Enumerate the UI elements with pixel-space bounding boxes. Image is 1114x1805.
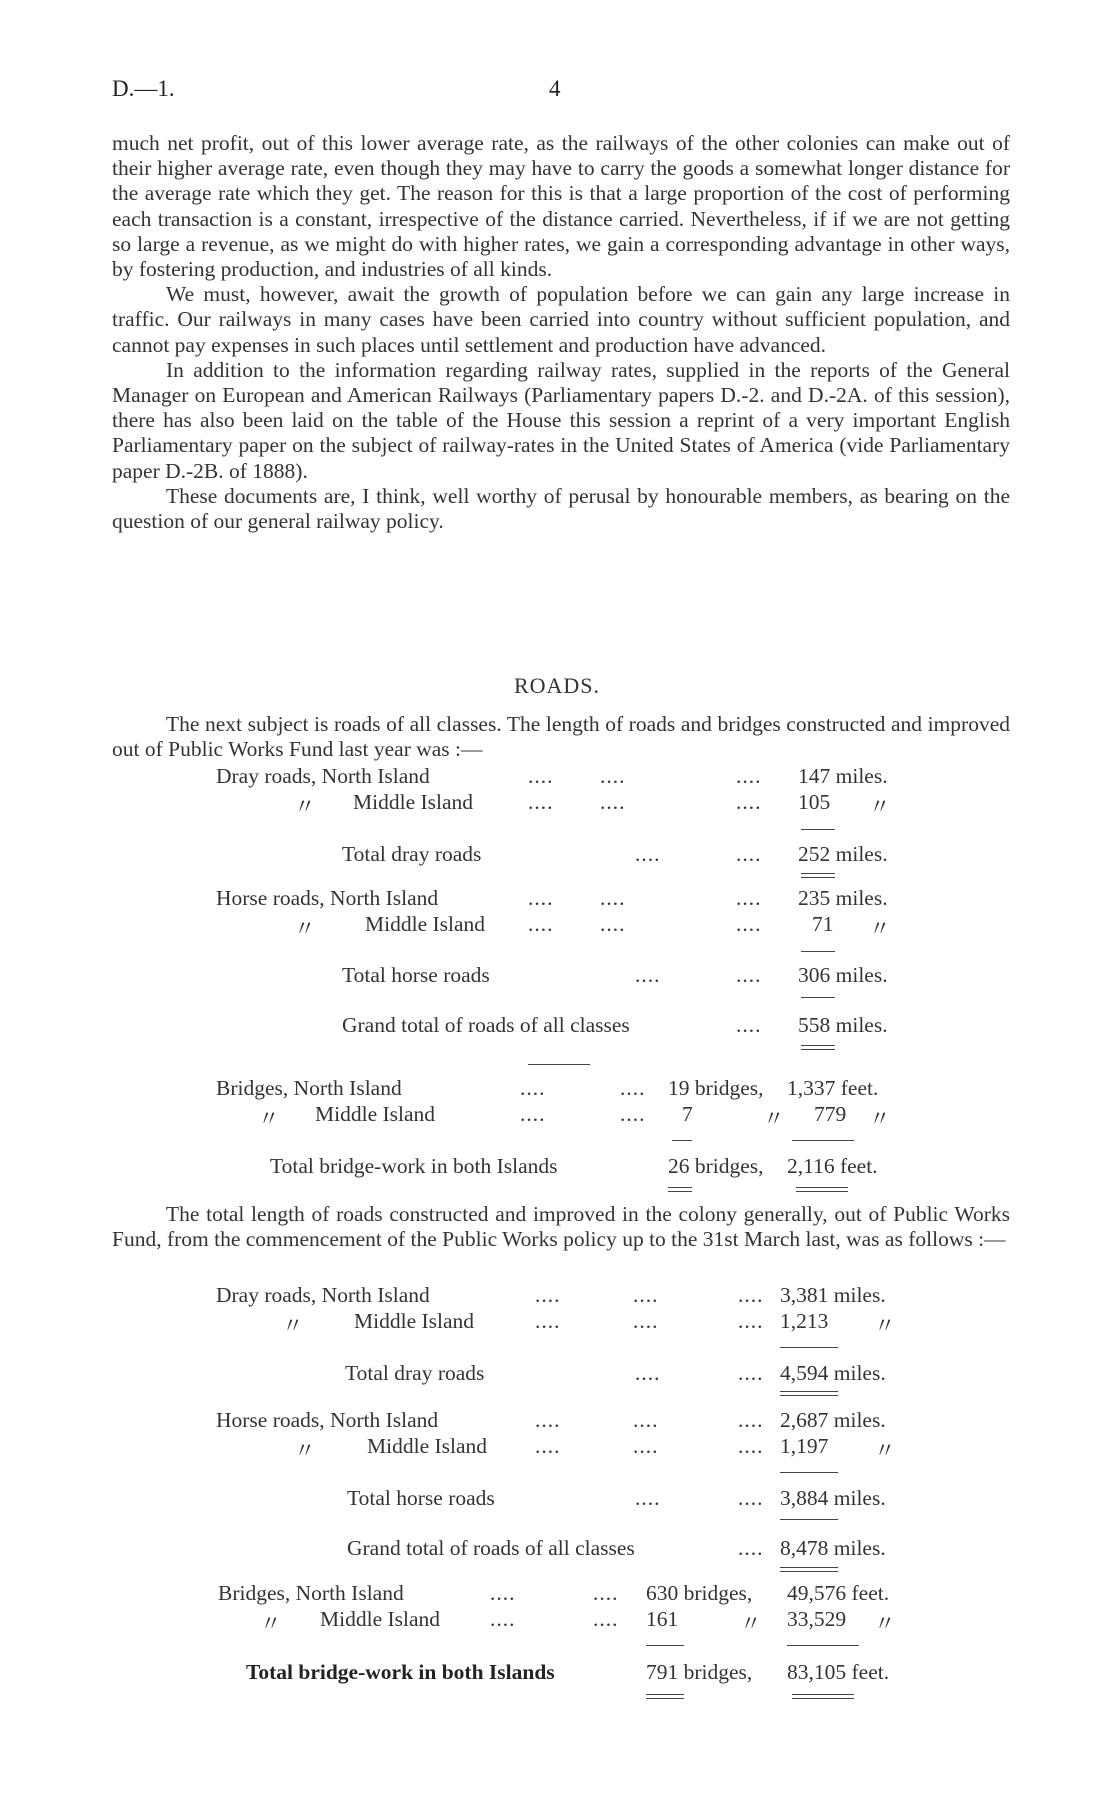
row-label: Middle Island (315, 1102, 436, 1126)
total-value: 306 miles. (798, 963, 888, 987)
leader-dots: .... (528, 764, 554, 788)
total-double-rule (792, 1694, 854, 1699)
row-value: 105 (798, 790, 831, 814)
row-label: Bridges, North Island (216, 1076, 402, 1100)
leader-dots: .... (620, 1076, 646, 1100)
leader-dots: .... (600, 764, 626, 788)
leader-dots: .... (490, 1607, 516, 1631)
row-label: Middle Island (320, 1607, 441, 1631)
row-value: 3,381 miles. (780, 1283, 886, 1307)
ditto-mark: 〃 (294, 795, 316, 819)
paragraph-railway-profit: much net profit, out of this lower average rate, as the railways of the other colonies can make out of their higher average rate, even though they may have to carry the goods a somewhat longer distance for the average rate which they get. The reason for this is that a large proportion of the cost of performing each transaction is a constant, irrespective of the distance carried. Nevertheless, if if we are not getting so large a revenue, as we might do with higher rates, we gain a corresponding advantage in other ways, by fostering production, and industries of all kinds. (112, 131, 1010, 282)
bridge-feet: 2,116 feet. (787, 1154, 878, 1178)
bridge-feet: 33,529 (787, 1607, 847, 1631)
leader-dots: .... (600, 790, 626, 814)
leader-dots: .... (736, 790, 762, 814)
row-label: Middle Island (365, 912, 486, 936)
leader-dots: .... (535, 1283, 561, 1307)
bridge-count: 791 bridges, (646, 1660, 753, 1684)
row-label: Horse roads, North Island (216, 1408, 439, 1432)
leader-dots: .... (593, 1581, 619, 1605)
bridge-count: 26 bridges, (668, 1154, 764, 1178)
total-value: 252 miles. (798, 842, 888, 866)
leader-dots: .... (593, 1607, 619, 1631)
leader-dots: .... (736, 912, 762, 936)
ditto-mark: 〃 (874, 1612, 896, 1636)
leader-dots: .... (633, 1309, 659, 1333)
leader-dots: .... (535, 1434, 561, 1458)
sum-rule (646, 1645, 684, 1646)
leader-dots: .... (633, 1283, 659, 1307)
document-reference: D.—1. (112, 76, 175, 101)
leader-dots: .... (738, 1283, 764, 1307)
leader-dots: .... (635, 1486, 661, 1510)
ditto-mark: 〃 (869, 1107, 891, 1131)
leader-dots: .... (620, 1102, 646, 1126)
leader-dots: .... (490, 1581, 516, 1605)
total-label: Total dray roads (342, 842, 482, 866)
row-label: Middle Island (353, 790, 474, 814)
leader-dots: .... (738, 1434, 764, 1458)
leader-dots: .... (528, 886, 554, 910)
leader-dots: .... (635, 842, 661, 866)
row-label: Middle Island (367, 1434, 488, 1458)
page-number: 4 (549, 76, 561, 101)
sum-rule (787, 1645, 859, 1646)
total-label: Total horse roads (342, 963, 490, 987)
leader-dots: .... (738, 1486, 764, 1510)
ditto-mark: 〃 (874, 1439, 896, 1463)
bridge-count: 7 (682, 1102, 693, 1126)
leader-dots: .... (535, 1408, 561, 1432)
total-value: 4,594 miles. (780, 1361, 886, 1385)
ditto-mark: 〃 (763, 1107, 785, 1131)
leader-dots: .... (520, 1076, 546, 1100)
ditto-mark: 〃 (294, 917, 316, 941)
paragraph-roads-total-intro: The total length of roads constructed and improved in the colony generally, out of Public Works Fund, from the commencement of the Public Works policy up to the 31st March last, was as follows :— (112, 1202, 1010, 1252)
leader-dots: .... (600, 912, 626, 936)
bridge-count: 19 bridges, (668, 1076, 764, 1100)
leader-dots: .... (528, 790, 554, 814)
leader-dots: .... (736, 842, 762, 866)
ditto-mark: 〃 (260, 1612, 282, 1636)
ditto-mark: 〃 (874, 1314, 896, 1338)
leader-dots: .... (738, 1361, 764, 1385)
total-double-rule (780, 1391, 838, 1396)
row-label: Horse roads, North Island (216, 886, 439, 910)
sum-rule (780, 1472, 838, 1473)
sum-rule (780, 1519, 838, 1520)
row-label: Bridges, North Island (218, 1581, 404, 1605)
row-value: 235 miles. (798, 886, 888, 910)
ditto-mark: 〃 (282, 1314, 304, 1338)
row-label: Dray roads, North Island (216, 1283, 430, 1307)
paragraph-population: We must, however, await the growth of population before we can gain any large increase in traffic. Our railways in many cases have been carried into country without sufficient population, and cannot pay expenses in such places until settlement and production have advanced. (112, 282, 1010, 357)
bridge-feet: 1,337 feet. (787, 1076, 879, 1100)
paragraph-railway-rates: In addition to the information regarding railway rates, supplied in the reports of the General Manager on European and American Railways (Parliamentary papers D.-2. and D.-2A. of this session), there has also been laid on the table of the House this session a reprint of a very important English Parliamentary paper on the subject of railway-rates in the United States of America (vide Parliamentary paper D.-2B. of 1888). (112, 357, 1010, 483)
leader-dots: .... (633, 1408, 659, 1432)
leader-dots: .... (520, 1102, 546, 1126)
grand-total-value: 8,478 miles. (780, 1536, 886, 1560)
ditto-mark: 〃 (869, 795, 891, 819)
ditto-mark: 〃 (258, 1107, 280, 1131)
grand-total-label: Grand total of roads of all classes (342, 1013, 630, 1037)
bridge-feet: 49,576 feet. (787, 1581, 890, 1605)
leader-dots: .... (736, 886, 762, 910)
bridge-feet: 779 (814, 1102, 847, 1126)
row-value: 147 miles. (798, 764, 888, 788)
ditto-mark: 〃 (869, 917, 891, 941)
ditto-mark: 〃 (294, 1439, 316, 1463)
row-value: 71 (812, 912, 834, 936)
total-label: Total bridge-work in both Islands (270, 1154, 558, 1178)
leader-dots: .... (738, 1309, 764, 1333)
leader-dots: .... (633, 1434, 659, 1458)
total-double-rule (646, 1694, 684, 1699)
paragraph-roads-intro: The next subject is roads of all classes. The length of roads and bridges constructed and improved out of Public Works Fund last year was :— (112, 712, 1010, 762)
row-value: 1,197 (780, 1434, 829, 1458)
row-value: 2,687 miles. (780, 1408, 886, 1432)
leader-dots: .... (738, 1536, 764, 1560)
row-label: Dray roads, North Island (216, 764, 430, 788)
row-value: 1,213 (780, 1309, 829, 1333)
bridge-count: 630 bridges, (646, 1581, 753, 1605)
leader-dots: .... (635, 963, 661, 987)
total-label: Total horse roads (347, 1486, 495, 1510)
leader-dots: .... (738, 1408, 764, 1432)
section-heading-roads: ROADS. (513, 673, 601, 698)
total-double-rule (780, 1567, 838, 1572)
leader-dots: .... (600, 886, 626, 910)
leader-dots: .... (535, 1309, 561, 1333)
total-label: Total dray roads (345, 1361, 485, 1385)
total-label: Total bridge-work in both Islands (246, 1660, 555, 1684)
total-value: 3,884 miles. (780, 1486, 886, 1510)
ditto-mark: 〃 (740, 1612, 762, 1636)
bridge-feet: 83,105 feet. (787, 1660, 890, 1684)
leader-dots: .... (736, 963, 762, 987)
row-label: Middle Island (354, 1309, 475, 1333)
paragraph-documents: These documents are, I think, well worthy of perusal by honourable members, as bearing on the question of our general railway policy. (112, 483, 1010, 534)
sum-rule (780, 1347, 838, 1348)
grand-total-label: Grand total of roads of all classes (347, 1536, 635, 1560)
grand-total-value: 558 miles. (798, 1013, 888, 1037)
leader-dots: .... (736, 1013, 762, 1037)
leader-dots: .... (635, 1361, 661, 1385)
leader-dots: .... (736, 764, 762, 788)
leader-dots: .... (528, 912, 554, 936)
bridge-count: 161 (646, 1607, 679, 1631)
